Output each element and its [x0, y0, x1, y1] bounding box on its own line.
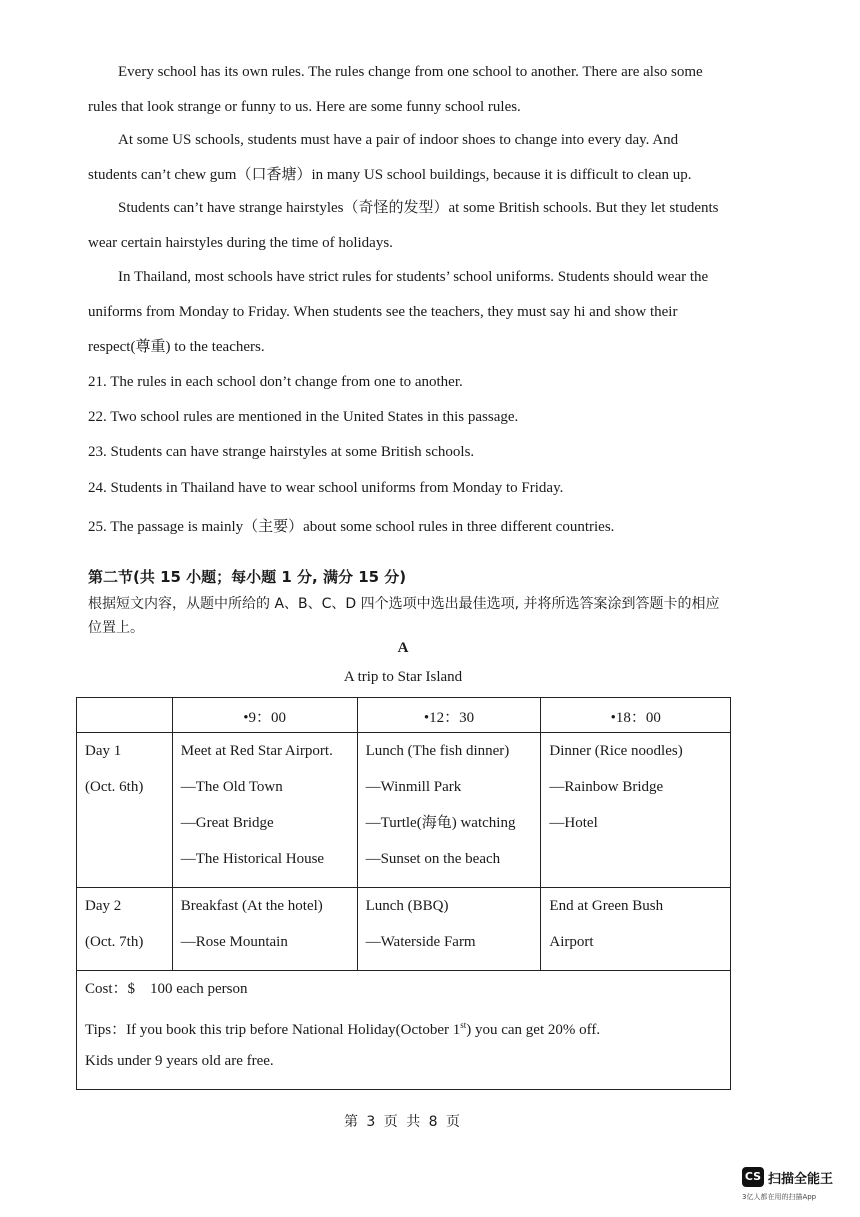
passage-paragraph-4: In Thailand, most schools have strict rules for students’ school uniforms. Students should wear the uniforms from Monday to Friday. When students see the teachers, they must say hi and show their respect(尊重) to the teachers.: [88, 269, 709, 355]
day-1-morning: Meet at Red Star Airport. —The Old Town —Great Bridge —The Historical House: [172, 733, 357, 888]
day-2-morning: Breakfast (At the hotel) —Rose Mountain: [172, 888, 357, 971]
page-number: 第 3 页 共 8 页: [343, 1114, 463, 1130]
header-empty-cell: [77, 698, 173, 733]
trip-info-cell: [77, 971, 731, 1090]
trip-tips: Tips：If you book this trip before National Holiday(October 1st) you can get 20% off.: [85, 1020, 601, 1038]
scanner-app-name: 扫描全能王: [768, 1172, 834, 1187]
passage-paragraph-3: Students can’t have strange hairstyles（奇怪的发型）at some British schools. But they let students wear certain hairstyles during the time of holidays.: [88, 200, 719, 251]
day-2-label: Day 2 (Oct. 7th): [77, 888, 173, 971]
table-header-row: [77, 698, 731, 733]
question-21: 21. The rules in each school don’t change from one to another.: [88, 374, 463, 390]
question-24: 24. Students in Thailand have to wear school uniforms from Monday to Friday.: [88, 480, 564, 496]
header-time-evening: •18：00: [541, 698, 731, 733]
section-instructions: 根据短文内容，从题中所给的 A、B、C、D 四个选项中选出最佳选项, 并将所选答案涂到答题卡的相应位置上。: [88, 596, 720, 636]
question-23: 23. Students can have strange hairstyles at some British schools.: [88, 444, 475, 460]
table-row-day-2: [77, 888, 731, 971]
day-1-evening: Dinner (Rice noodles) —Rainbow Bridge —Hotel: [541, 733, 731, 888]
scanner-slogan: 3亿人都在用的扫描App: [742, 1193, 817, 1201]
question-22: 22. Two school rules are mentioned in the United States in this passage.: [88, 409, 519, 425]
day-1-label: Day 1 (Oct. 6th): [77, 733, 173, 888]
question-25: 25. The passage is mainly（主要）about some school rules in three different countries.: [88, 519, 615, 535]
header-time-morning: •9：00: [172, 698, 357, 733]
passage-letter: A: [397, 640, 409, 656]
day-2-noon: Lunch (BBQ) —Waterside Farm: [357, 888, 541, 971]
trip-schedule-table: [76, 697, 731, 1090]
trip-title: A trip to Star Island: [343, 669, 463, 685]
trip-kids-note: Kids under 9 years old are free.: [85, 1053, 274, 1069]
day-1-noon: Lunch (The fish dinner) —Winmill Park —Turtle(海龟) watching —Sunset on the beach: [357, 733, 541, 888]
section-title: 第二节(共 15 小题；每小题 1 分, 满分 15 分): [88, 568, 407, 586]
table-row-day-1: [77, 733, 731, 888]
trip-cost: Cost：$ 100 each person: [85, 981, 248, 997]
day-2-evening: End at Green Bush Airport: [541, 888, 731, 971]
table-row-info: [77, 971, 731, 1090]
passage-paragraph-2: At some US schools, students must have a pair of indoor shoes to change into every day. And students can’t chew gum（口香塘）in many US school buildings, because it is difficult to clean up.: [88, 132, 692, 183]
header-time-noon: •12：30: [357, 698, 541, 733]
scanner-logo-icon: CS: [742, 1167, 764, 1187]
passage-paragraph-1: Every school has its own rules. The rules change from one school to another. There are also some rules that look strange or funny to us. Here are some funny school rules.: [88, 64, 703, 115]
